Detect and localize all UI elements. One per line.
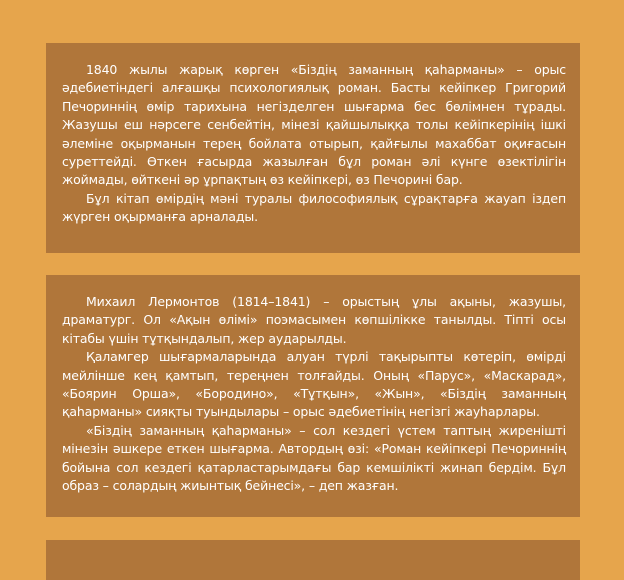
author-bio-panel: [46, 275, 580, 517]
bio-paragraph-3: «Біздің заманның қаһарманы» – сол кездегі үстем таптың жиренішті мінезін әшкере еткен шығарма. Автордың өзі: «Роман кейіпкері Печориннің бойына сол кездегі қатарластарымдағы бар кемшілікті жинап бердім. Бұл образ – солардың жиынтық бейнесі», – деп жазған.: [62, 422, 566, 494]
bio-paragraph-2: Қаламгер шығармаларында алуан түрлі тақырыпты көтеріп, өмірді мейлінше кең қамтып, тереңнен толғайды. Оның «Парус», «Маскарад», «Боярин Орша», «Бородино», «Тұтқын», «Жын», «Біздің заманның қаһарманы» сияқты туындылары – орыс әдебиетінің негізгі жауһарлары.: [62, 349, 566, 420]
description-paragraph-2: Бұл кітап өмірдің мәні туралы философиялық сұрақтарға жауап іздеп жүрген оқырманға арналады.: [62, 190, 566, 225]
book-description-panel: [46, 43, 580, 253]
bio-paragraph-1: Михаил Лермонтов (1814–1841) – орыстың ұлы ақыны, жазушы, драматург. Ол «Ақын өлімі» поэмасымен көпшілікке танылды. Тіпті осы кітабы үшін тұтқындалып, жер аударылды.: [62, 294, 566, 346]
description-paragraph-1: 1840 жылы жарық көрген «Біздің заманның қаһарманы» – орыс әдебиетіндегі алғашқы психологиялық роман. Басты кейіпкер Григорий Печориннің өмір тарихына негізделген шығарма бес бөлімнен тұрады. Жазушы еш нәрсеге сенбейтін, мінезі қайшылыққа толы кейіпкерінің ішкі әлеміне оқырманын терең бойлата отырып, қайғылы махаббат оқиғасын суреттейді. Өткен ғасырда жазылған бұл роман әлі күнге өзектілігін жоймады, өйткені әр ұрпақтың өз кейіпкері, өз Печорині бар.: [62, 62, 566, 188]
bottom-panel: [46, 540, 580, 580]
